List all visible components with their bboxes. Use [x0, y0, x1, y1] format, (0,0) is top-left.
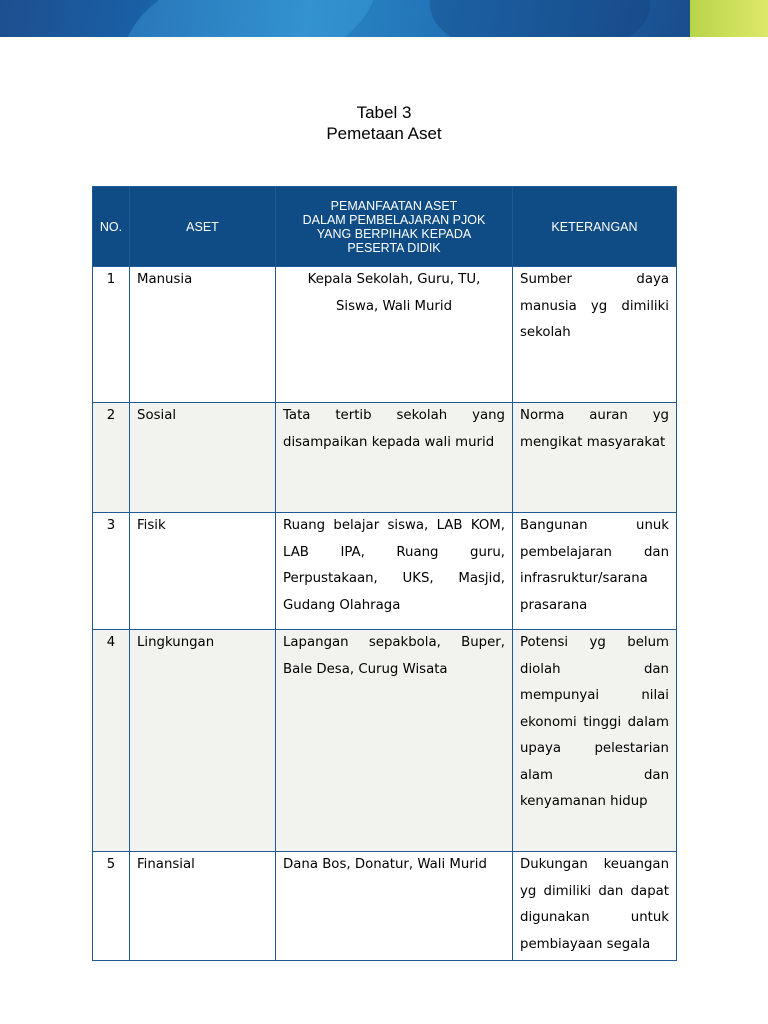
cell-aset: Finansial	[130, 852, 276, 961]
table-row	[93, 267, 677, 403]
table-row	[93, 513, 677, 630]
cell-aset: Sosial	[130, 403, 276, 513]
header-pemanfaatan-line-3: YANG BERPIHAK KEPADA	[316, 226, 472, 241]
header-pemanfaatan-line-4: PESERTA DIDIK	[347, 240, 441, 255]
table-caption	[0, 102, 768, 144]
cell-no: 2	[93, 403, 130, 513]
asset-mapping-table	[92, 186, 677, 961]
banner-shade-decoration	[430, 0, 650, 37]
table-row	[93, 403, 677, 513]
table-row	[93, 852, 677, 961]
header-banner	[0, 0, 768, 37]
cell-aset: Manusia	[130, 267, 276, 403]
table-number: Tabel 3	[356, 103, 412, 122]
cell-keterangan: Norma auran yg mengikat masyarakat	[513, 403, 677, 513]
header-aset: ASET	[130, 187, 276, 267]
cell-pemanfaatan: Tata tertib sekolah yang disampaikan kepada wali murid	[276, 403, 513, 513]
cell-keterangan: Sumber daya manusia yg dimiliki sekolah	[513, 267, 677, 403]
cell-no: 5	[93, 852, 130, 961]
cell-keterangan: Bangunan unuk pembelajaran dan infrasruktur/sarana prasarana	[513, 513, 677, 630]
cell-keterangan: Dukungan keuangan yg dimiliki dan dapat digunakan untuk pembiayaan segala	[513, 852, 677, 961]
cell-pemanfaatan: Lapangan sepakbola, Buper, Bale Desa, Curug Wisata	[276, 630, 513, 852]
cell-pemanfaatan: Dana Bos, Donatur, Wali Murid	[276, 852, 513, 961]
table-header-row	[93, 187, 677, 267]
cell-no: 4	[93, 630, 130, 852]
cell-aset: Fisik	[130, 513, 276, 630]
header-keterangan: KETERANGAN	[513, 187, 677, 267]
cell-keterangan: Potensi yg belum diolah dan mempunyai nilai ekonomi tinggi dalam upaya pelestarian alam dan kenyamanan hidup	[513, 630, 677, 852]
header-pemanfaatan	[276, 187, 513, 267]
cell-no: 1	[93, 267, 130, 403]
cell-pemanfaatan: Ruang belajar siswa, LAB KOM, LAB IPA, Ruang guru, Perpustakaan, UKS, Masjid, Gudang Olahraga	[276, 513, 513, 630]
banner-swoosh-decoration	[108, 0, 392, 37]
cell-pemanfaatan: Kepala Sekolah, Guru, TU, Siswa, Wali Murid	[276, 267, 513, 403]
table-title: Pemetaan Aset	[326, 124, 442, 143]
cell-no: 3	[93, 513, 130, 630]
table-row	[93, 630, 677, 852]
header-no: NO.	[93, 187, 130, 267]
header-pemanfaatan-line-2: DALAM PEMBELAJARAN PJOK	[302, 212, 486, 227]
header-pemanfaatan-line-1: PEMANFAATAN ASET	[330, 198, 458, 213]
cell-aset: Lingkungan	[130, 630, 276, 852]
banner-accent-block	[690, 0, 768, 37]
